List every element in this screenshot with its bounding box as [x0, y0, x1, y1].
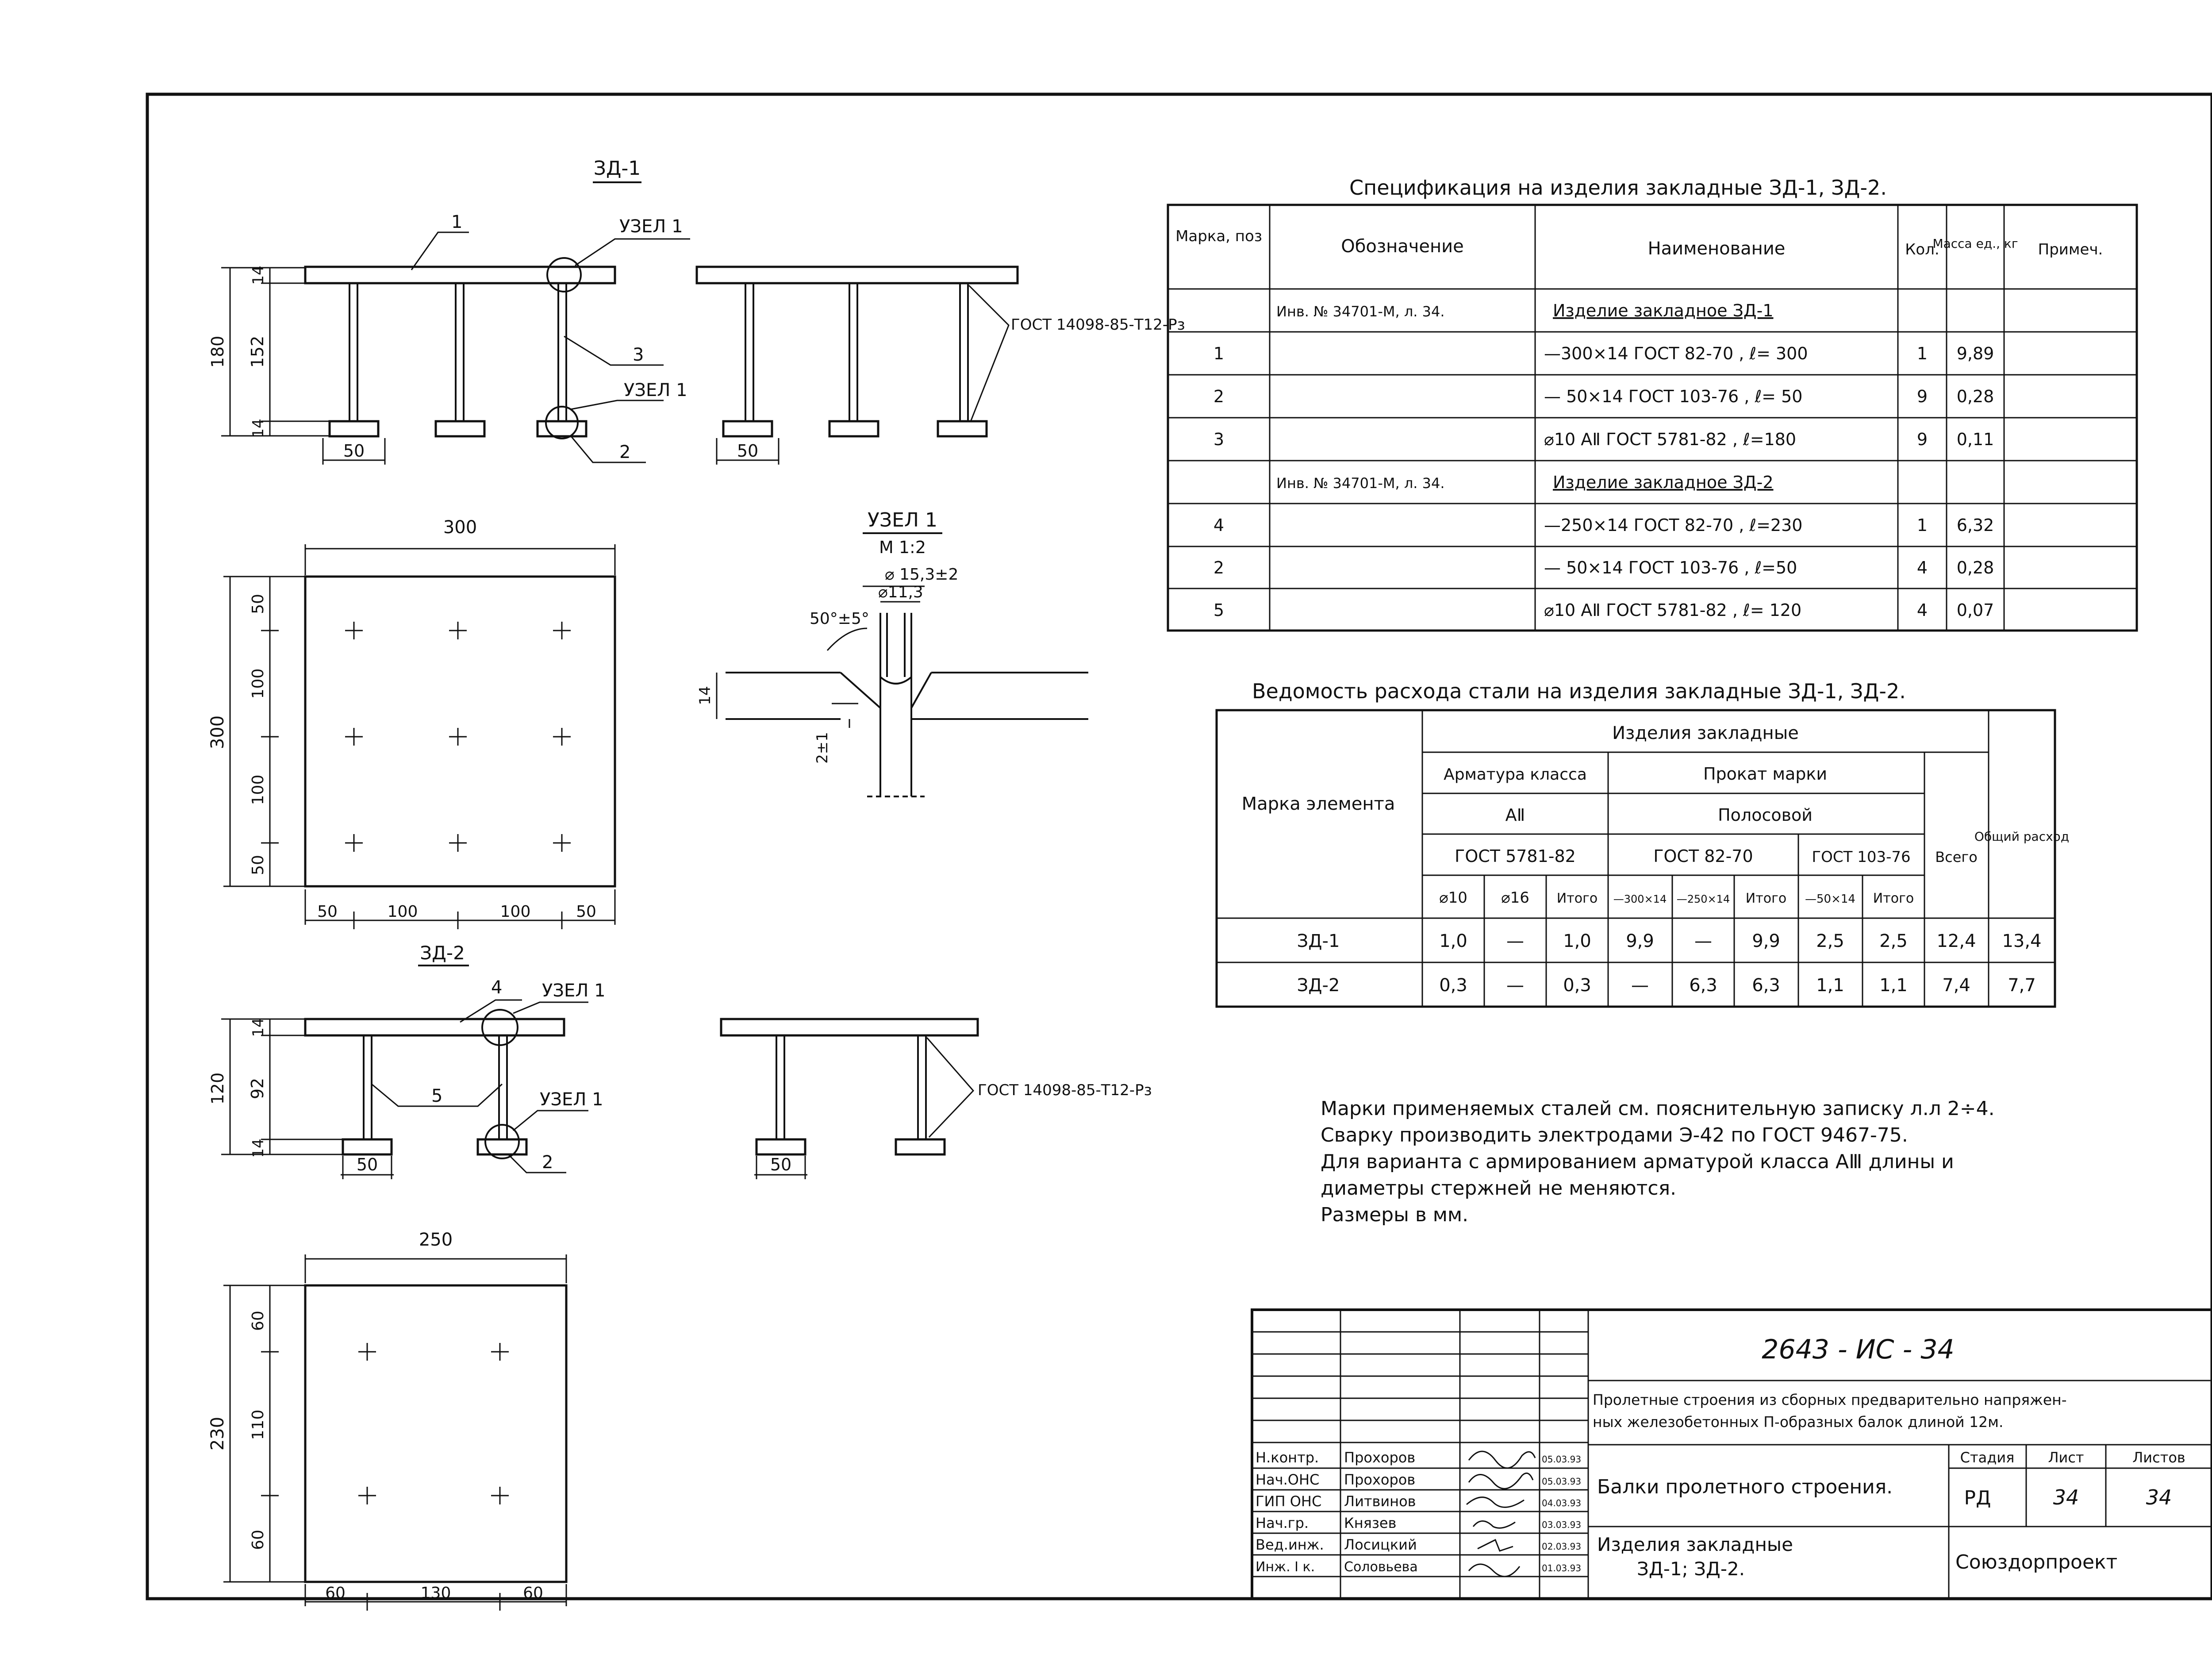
- svg-text:1,1: 1,1: [1879, 975, 1908, 996]
- steel-sub: ⌀10: [1439, 889, 1467, 907]
- uzel-title: УЗЕЛ 1: [868, 509, 937, 531]
- zd1-plan-width: 300: [443, 517, 477, 538]
- steel-h-class: АⅡ: [1505, 805, 1525, 825]
- svg-text:13,4: 13,4: [2002, 931, 2042, 951]
- uzel-scale: М 1:2: [879, 538, 926, 557]
- zd1-plan-v4: 50: [249, 855, 267, 875]
- zd2-dim-total: 120: [208, 1072, 227, 1105]
- zd1-plan-h1: 50: [317, 903, 338, 921]
- svg-text:Инв. № 34701-М, л. 34.: Инв. № 34701-М, л. 34.: [1276, 475, 1445, 492]
- zd2-dim-pad: 50: [356, 1155, 378, 1174]
- svg-text:03.03.93: 03.03.93: [1542, 1519, 1582, 1530]
- svg-text:05.03.93: 05.03.93: [1542, 1454, 1582, 1465]
- steel-table: [1217, 679, 2069, 1007]
- svg-text:0,07: 0,07: [1956, 600, 1994, 620]
- gost-weld-label-2: ГОСТ 14098-85-Т12-Рз: [978, 1081, 1152, 1099]
- svg-text:Нач.гр.: Нач.гр.: [1256, 1515, 1309, 1531]
- stamp-stage: РД: [1964, 1487, 1991, 1509]
- stamp-sheet-title-2: ЗД-1; ЗД-2.: [1637, 1558, 1745, 1580]
- zd2-plan-height: 230: [207, 1416, 228, 1451]
- steel-h-polos: Полосовой: [1718, 805, 1813, 825]
- svg-text:5: 5: [1213, 600, 1225, 620]
- zd2-dim-top: 14: [250, 1018, 267, 1037]
- zd2-plan-v2: 110: [249, 1409, 267, 1440]
- zd1-title: ЗД-1: [593, 157, 641, 180]
- pos-5-label: 5: [431, 1086, 443, 1106]
- svg-text:4: 4: [1213, 515, 1225, 535]
- steel-h-products: Изделия закладные: [1612, 723, 1799, 743]
- steel-h-gost1: ГОСТ 5781-82: [1455, 846, 1576, 866]
- notes: [1321, 1097, 1995, 1226]
- steel-h-overall: Общий расход: [1974, 829, 2070, 844]
- zd2-plan-h3: 60: [523, 1584, 543, 1602]
- zd1-plan-v3: 100: [249, 774, 267, 805]
- zd1-dim-mid: 152: [248, 335, 267, 368]
- svg-text:05.03.93: 05.03.93: [1542, 1476, 1582, 1487]
- uzel-thk: 14: [696, 686, 714, 705]
- zd1-plan-h4: 50: [576, 903, 596, 921]
- svg-text:⌀10 АⅡ ГОСТ 5781-82 , ℓ= 120: ⌀10 АⅡ ГОСТ 5781-82 , ℓ= 120: [1544, 600, 1802, 620]
- svg-text:9: 9: [1916, 387, 1928, 406]
- zd1-plan-height: 300: [207, 715, 228, 750]
- zd1-plan-h3: 100: [500, 903, 531, 921]
- zd2-title: ЗД-2: [420, 942, 465, 964]
- spec-row: [1214, 430, 1994, 449]
- stamp-section: Балки пролетного строения.: [1597, 1476, 1893, 1498]
- zd2-plan-v1: 60: [249, 1311, 267, 1331]
- spec-row: [1214, 515, 1994, 535]
- pos-1-label: 1: [451, 212, 463, 232]
- zd1-plan: [207, 517, 615, 929]
- svg-text:01.03.93: 01.03.93: [1542, 1563, 1582, 1573]
- note-line: Сварку производить электродами Э-42 по ГОСТ 9467-75.: [1321, 1124, 1908, 1146]
- svg-text:Соловьева: Соловьева: [1344, 1559, 1418, 1575]
- stamp-person-row: [1256, 1559, 1581, 1575]
- svg-text:0,28: 0,28: [1956, 558, 1994, 577]
- stamp-sheet-title-1: Изделия закладные: [1597, 1534, 1793, 1555]
- svg-text:Нач.ОНС: Нач.ОНС: [1256, 1471, 1320, 1488]
- stamp-h-stage: Стадия: [1960, 1449, 2015, 1466]
- svg-text:Прохоров: Прохоров: [1344, 1471, 1416, 1488]
- stamp-org: Союздорпроект: [1955, 1551, 2118, 1573]
- spec-h-mark: Марка, поз: [1175, 227, 1262, 245]
- svg-text:—: —: [1506, 975, 1524, 996]
- steel-sub: ⌀16: [1501, 889, 1529, 907]
- svg-text:2: 2: [1213, 387, 1225, 406]
- svg-text:0,28: 0,28: [1956, 387, 1994, 406]
- zd2-elevation: [208, 942, 606, 1179]
- zd1-plan-v1: 50: [249, 594, 267, 614]
- svg-text:2,5: 2,5: [1816, 931, 1844, 951]
- zd2-side-dim-pad: 50: [770, 1155, 792, 1174]
- svg-text:0,3: 0,3: [1563, 975, 1591, 996]
- zd2-dim-mid: 92: [248, 1077, 267, 1100]
- zd1-plan-v2: 100: [249, 668, 267, 699]
- zd1-plan-h2: 100: [387, 903, 418, 921]
- stamp-person-row: [1256, 1449, 1581, 1466]
- svg-text:1: 1: [1916, 515, 1928, 535]
- stamp-code: 2643 - ИС - 34: [1762, 1334, 1955, 1365]
- uzel-angle: 50°±5°: [810, 610, 869, 628]
- svg-text:9,9: 9,9: [1752, 931, 1780, 951]
- stamp-sheets: 34: [2146, 1485, 2172, 1509]
- svg-text:Инж. I к.: Инж. I к.: [1256, 1559, 1315, 1575]
- svg-text:—250×14 ГОСТ 82-70 , ℓ=230: —250×14 ГОСТ 82-70 , ℓ=230: [1544, 515, 1803, 535]
- steel-sub: Итого: [1556, 891, 1598, 906]
- svg-text:9,9: 9,9: [1626, 931, 1654, 951]
- svg-text:1,0: 1,0: [1439, 931, 1467, 951]
- svg-text:1: 1: [1916, 344, 1928, 363]
- svg-text:ЗД-1: ЗД-1: [1297, 931, 1340, 951]
- steel-h-armatura: Арматура класса: [1444, 765, 1587, 784]
- spec-row: [1214, 344, 1994, 363]
- svg-text:1,0: 1,0: [1563, 931, 1591, 951]
- svg-text:1,1: 1,1: [1816, 975, 1844, 996]
- svg-text:3: 3: [1213, 430, 1225, 449]
- svg-text:12,4: 12,4: [1936, 931, 1976, 951]
- svg-text:Инв. № 34701-М, л. 34.: Инв. № 34701-М, л. 34.: [1276, 303, 1445, 320]
- svg-text:Литвинов: Литвинов: [1344, 1493, 1416, 1510]
- steel-sub: —250×14: [1676, 893, 1730, 905]
- stamp-sheet: 34: [2053, 1485, 2079, 1509]
- zd1-dim-bot: 14: [250, 419, 267, 438]
- zd2-plan-v3: 60: [249, 1530, 267, 1550]
- spec-table: [1168, 176, 2137, 631]
- pos-3-label: 3: [633, 345, 644, 365]
- steel-title: Ведомость расхода стали на изделия закладные ЗД-1, ЗД-2.: [1252, 679, 1906, 703]
- spec-h-note: Примеч.: [2038, 241, 2103, 258]
- steel-sub: —300×14: [1613, 893, 1667, 905]
- svg-text:ГИП ОНС: ГИП ОНС: [1256, 1493, 1322, 1510]
- uzel-gap: 2±1: [814, 732, 831, 764]
- zd2-uzel-bottom: УЗЕЛ 1: [540, 1089, 603, 1110]
- zd2-plan-width: 250: [419, 1230, 453, 1250]
- spec-h-qty: Кол.: [1905, 241, 1939, 258]
- svg-text:1: 1: [1213, 344, 1225, 363]
- uzel-label-top: УЗЕЛ 1: [619, 216, 683, 237]
- svg-text:—: —: [1631, 975, 1649, 996]
- stamp-project-1: Пролетные строения из сборных предварительно напряжен-: [1593, 1391, 2067, 1408]
- svg-text:ЗД-2: ЗД-2: [1297, 975, 1340, 996]
- spec-row: [1214, 600, 1994, 620]
- stamp-person-row: [1256, 1515, 1581, 1531]
- title-block: [1252, 1310, 2212, 1599]
- uzel-diam-inner: ⌀11,3: [878, 583, 923, 601]
- steel-sub: —50×14: [1805, 892, 1855, 906]
- svg-text:6,32: 6,32: [1956, 515, 1994, 535]
- spec-h-mass: Масса ед., кг: [1932, 236, 2018, 251]
- svg-text:— 50×14 ГОСТ 103-76 , ℓ= 50: — 50×14 ГОСТ 103-76 , ℓ= 50: [1544, 387, 1803, 406]
- svg-text:Князев: Князев: [1344, 1515, 1397, 1531]
- svg-text:Вед.инж.: Вед.инж.: [1256, 1536, 1324, 1553]
- svg-text:⌀10 АⅡ ГОСТ 5781-82 , ℓ=180: ⌀10 АⅡ ГОСТ 5781-82 , ℓ=180: [1544, 430, 1797, 449]
- svg-text:— 50×14 ГОСТ 103-76 , ℓ=50: — 50×14 ГОСТ 103-76 , ℓ=50: [1544, 558, 1797, 577]
- note-line: Для варианта с армированием арматурой класса АⅢ длины и: [1321, 1150, 1954, 1173]
- svg-text:—: —: [1694, 931, 1712, 951]
- svg-text:2,5: 2,5: [1879, 931, 1908, 951]
- zd1-dim-total: 180: [208, 335, 227, 368]
- svg-text:4: 4: [1916, 558, 1928, 577]
- steel-sub: Итого: [1745, 891, 1787, 906]
- steel-row: [1297, 931, 2042, 951]
- zd1-dim-top: 14: [250, 265, 267, 285]
- pos-2-label: 2: [619, 442, 631, 462]
- zd2-plan: [207, 1230, 566, 1611]
- uzel-label-bottom: УЗЕЛ 1: [624, 380, 687, 400]
- svg-text:2: 2: [1213, 558, 1225, 577]
- gost-weld-label-1: ГОСТ 14098-85-Т12-Рз: [1011, 316, 1185, 334]
- svg-text:9,89: 9,89: [1956, 344, 1994, 363]
- note-line: Размеры в мм.: [1321, 1204, 1469, 1226]
- svg-text:7,7: 7,7: [2008, 975, 2036, 996]
- spec-title: Спецификация на изделия закладные ЗД-1, ЗД-2.: [1349, 176, 1887, 200]
- zd1-side-view: [697, 267, 1185, 465]
- svg-text:0,3: 0,3: [1439, 975, 1467, 996]
- spec-row: [1276, 473, 1774, 492]
- spec-h-name: Наименование: [1647, 238, 1786, 259]
- spec-row: [1276, 301, 1774, 320]
- uzel-detail: [696, 509, 1088, 796]
- zd2-side-view: [721, 1019, 1152, 1179]
- svg-text:6,3: 6,3: [1752, 975, 1780, 996]
- svg-text:Изделие закладное ЗД-1: Изделие закладное ЗД-1: [1553, 301, 1774, 320]
- steel-h-prokat: Прокат марки: [1703, 764, 1828, 784]
- svg-text:Прохоров: Прохоров: [1344, 1449, 1416, 1466]
- zd2-uzel-top: УЗЕЛ 1: [542, 981, 606, 1001]
- zd2-plan-h2: 130: [420, 1584, 451, 1602]
- svg-text:Лосицкий: Лосицкий: [1344, 1536, 1417, 1553]
- svg-text:Изделие закладное ЗД-2: Изделие закладное ЗД-2: [1553, 473, 1774, 492]
- zd1-side-dim-pad: 50: [737, 441, 759, 461]
- steel-h-mark: Марка элемента: [1241, 794, 1395, 814]
- steel-sub: Итого: [1873, 891, 1914, 906]
- spec-row: [1214, 387, 1994, 406]
- steel-h-gost3: ГОСТ 103-76: [1812, 848, 1911, 866]
- stamp-h-sheets: Листов: [2132, 1449, 2185, 1466]
- uzel-diam-outer: ⌀ 15,3±2: [885, 565, 959, 584]
- svg-text:Н.контр.: Н.контр.: [1256, 1449, 1319, 1466]
- note-line: диаметры стержней не меняются.: [1321, 1177, 1677, 1200]
- zd2-dim-bot: 14: [250, 1139, 267, 1158]
- svg-text:9: 9: [1916, 430, 1928, 449]
- svg-text:04.03.93: 04.03.93: [1542, 1498, 1582, 1508]
- stamp-person-row: [1256, 1493, 1581, 1510]
- pos-4-label: 4: [491, 977, 503, 998]
- note-line: Марки применяемых сталей см. пояснительную записку л.л 2÷4.: [1321, 1097, 1995, 1120]
- spec-row: [1214, 558, 1994, 577]
- svg-text:4: 4: [1916, 600, 1928, 620]
- svg-text:7,4: 7,4: [1942, 975, 1970, 996]
- svg-text:—300×14 ГОСТ 82-70 , ℓ= 300: —300×14 ГОСТ 82-70 , ℓ= 300: [1544, 344, 1808, 363]
- zd1-elevation: [208, 157, 690, 465]
- steel-h-gost2: ГОСТ 82-70: [1653, 846, 1753, 866]
- svg-text:—: —: [1506, 931, 1524, 951]
- stamp-person-row: [1256, 1536, 1581, 1553]
- svg-text:6,3: 6,3: [1689, 975, 1717, 996]
- spec-h-designation: Обозначение: [1341, 236, 1464, 257]
- zd2-pos-2-label: 2: [542, 1152, 553, 1173]
- zd1-dim-pad: 50: [343, 441, 365, 461]
- zd2-plan-h1: 60: [325, 1584, 346, 1602]
- svg-text:02.03.93: 02.03.93: [1542, 1541, 1582, 1552]
- stamp-h-sheet: Лист: [2048, 1449, 2084, 1466]
- signature-marks: [1467, 1451, 1535, 1577]
- svg-text:0,11: 0,11: [1956, 430, 1994, 449]
- steel-h-total: Всего: [1935, 849, 1978, 865]
- stamp-project-2: ных железобетонных П-образных балок длиной 12м.: [1593, 1413, 2004, 1431]
